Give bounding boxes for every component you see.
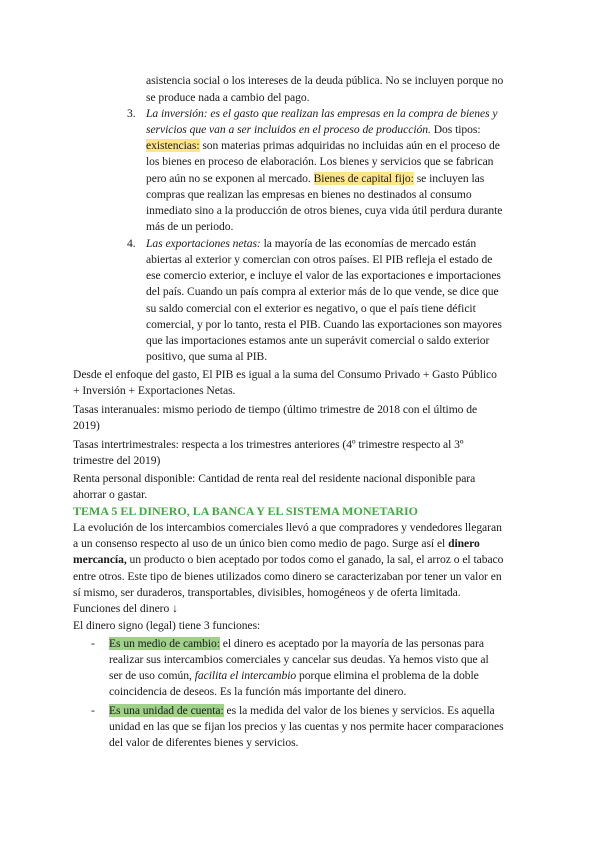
item4-line-8: positivo, que suma al PIB. <box>146 350 268 363</box>
item3-line-5 <box>146 171 484 187</box>
section-heading: TEMA 5 EL DINERO, LA BANCA Y EL SISTEMA MONETARIO <box>73 504 418 518</box>
item1-line-1: asistencia social o los intereses de la deuda pública. No se incluyen porque no <box>146 74 504 87</box>
evolucion-line-1: La evolución de los intercambios comerciales llevó a que compradores y vendedores llegaran <box>73 521 502 534</box>
item3-definition: servicios que van a ser incluidos en el proceso de producción. <box>146 123 431 136</box>
item4-number: 4. <box>127 237 136 250</box>
bullet2-dash: - <box>91 704 95 717</box>
gasto-line-1: Desde el enfoque del gasto, El PIB es igual a la suma del Consumo Privado + Gasto Público <box>73 368 497 381</box>
facilita-intercambio-italic: facilita el intercambio <box>194 669 297 682</box>
item3-line-2 <box>146 122 481 138</box>
evolucion-line-5: sí mismo, ser duraderos, transportables, divisibles, homogéneos y de oferta limitada. <box>73 586 461 599</box>
item3-line-4: los bienes en proceso de elaboración. Los bienes y servicios que se fabrican <box>146 155 494 168</box>
item4-line-1 <box>146 236 476 252</box>
highlight-medio-de-cambio: Es un medio de cambio: <box>109 637 220 650</box>
item4-title: Las exportaciones netas: <box>146 237 261 250</box>
item4-line-4: del país. Cuando un país compra al exterior más de lo que vende, se dice que <box>146 285 499 298</box>
item3-line-3 <box>146 138 500 154</box>
bullet2-line-2: unidad en las que se fijan los precios y las cuentas y nos permite hacer comparaciones <box>109 720 504 733</box>
bullet1-line-3-rest: porque elimina el problema de la doble <box>296 669 479 682</box>
evolucion-line-4: entre otros. Este tipo de bienes utilizados como dinero se caracterizaban por tener un valor en <box>73 570 502 583</box>
item4-line-2: abiertas al exterior y comercian con otros países. El PIB refleja el estado de <box>146 253 493 266</box>
funciones-title: Funciones del dinero ↓ <box>73 602 178 615</box>
dinero-bold: dinero <box>448 537 480 550</box>
item4-line-6: comercial, y por lo tanto, resta el PIB. Cuando las exportaciones son mayores <box>146 318 502 331</box>
interanuales-line-2: 2019) <box>73 419 100 432</box>
highlight-unidad-de-cuenta: Es una unidad de cuenta: <box>109 704 224 717</box>
evolucion-line-2 <box>73 536 480 552</box>
item4-line-1-rest: la mayoría de las economías de mercado están <box>260 237 477 250</box>
bullet1-line-3 <box>109 668 479 684</box>
renta-line-1: Renta personal disponible: Cantidad de renta real del residente nacional disponible para <box>73 472 476 485</box>
bullet2-line-1-rest: es la medida del valor de los bienes y servicios. Es aquella <box>223 704 495 717</box>
funciones-intro: El dinero signo (legal) tiene 3 funciones: <box>73 619 261 632</box>
item3-line-1: La inversión: es el gasto que realizan las empresas en la compra de bienes y <box>146 107 498 120</box>
item3-line-7: inmediato sino a la producción de otros bienes, cuya vida útil perdura durante <box>146 204 503 217</box>
intertrimestrales-line-1: Tasas intertrimestrales: respecta a los trimestres anteriores (4º trimestre respecto al 3º <box>73 438 464 451</box>
item3-line-5-rest: se incluyen las <box>413 172 485 185</box>
item4-line-5: su saldo comercial con el exterior es negativo, o que el país tiene déficit <box>146 302 476 315</box>
item3-line-3-rest: son materias primas adquiridas no incluidas aún en el proceso de <box>199 139 500 152</box>
highlight-existencias: existencias: <box>146 139 200 152</box>
item3-line-2-rest: Dos tipos: <box>430 123 481 136</box>
item1-line-2: se produce nada a cambio del pago. <box>146 91 310 104</box>
interanuales-line-1: Tasas interanuales: mismo periodo de tiempo (último trimestre de 2018 con el último de <box>73 403 478 416</box>
highlight-bienes-capital-fijo: Bienes de capital fijo: <box>313 172 414 185</box>
item3-line-5-pre: pero aún no se exponen al mercado. <box>146 172 314 185</box>
mercancia-bold: mercancía, <box>73 553 127 566</box>
bullet1-dash: - <box>91 637 95 650</box>
evolucion-line-2-pre: a un consenso respecto al uso de un único bien como medio de pago. Surge así el <box>73 537 449 550</box>
bullet1-line-3-pre: ser de uso común, <box>109 669 195 682</box>
bullet1-line-4: coincidencia de deseos. Es la función más importante del dinero. <box>109 685 407 698</box>
item3-line-8: más de un periodo. <box>146 220 234 233</box>
item3-line-6: compras que realizan las empresas en bienes no destinados al consumo <box>146 188 472 201</box>
bullet2-line-1 <box>109 703 495 719</box>
item4-line-3: ese comercio exterior, e incluye el valor de las exportaciones e importaciones <box>146 269 501 282</box>
bullet1-line-1-rest: el dinero es aceptado por la mayoría de las personas para <box>219 637 484 650</box>
evolucion-line-3 <box>73 552 503 568</box>
evolucion-line-3-rest: un producto o bien aceptado por todos como el ganado, la sal, el arroz o el tabaco <box>126 553 504 566</box>
item3-number: 3. <box>127 107 136 120</box>
bullet1-line-1 <box>109 636 484 652</box>
intertrimestrales-line-2: trimestre del 2019) <box>73 454 161 467</box>
bullet2-line-3: del valor de diferentes bienes y servicios. <box>109 736 299 749</box>
gasto-line-2: + Inversión + Exportaciones Netas. <box>73 384 236 397</box>
renta-line-2: ahorrar o gastar. <box>73 488 148 501</box>
bullet1-line-2: realizar sus intercambios comerciales y cancelar sus deudas. Ya hemos visto que al <box>109 653 489 666</box>
item4-line-7: que las importaciones estamos ante un superávit comercial o saldo exterior <box>146 334 490 347</box>
